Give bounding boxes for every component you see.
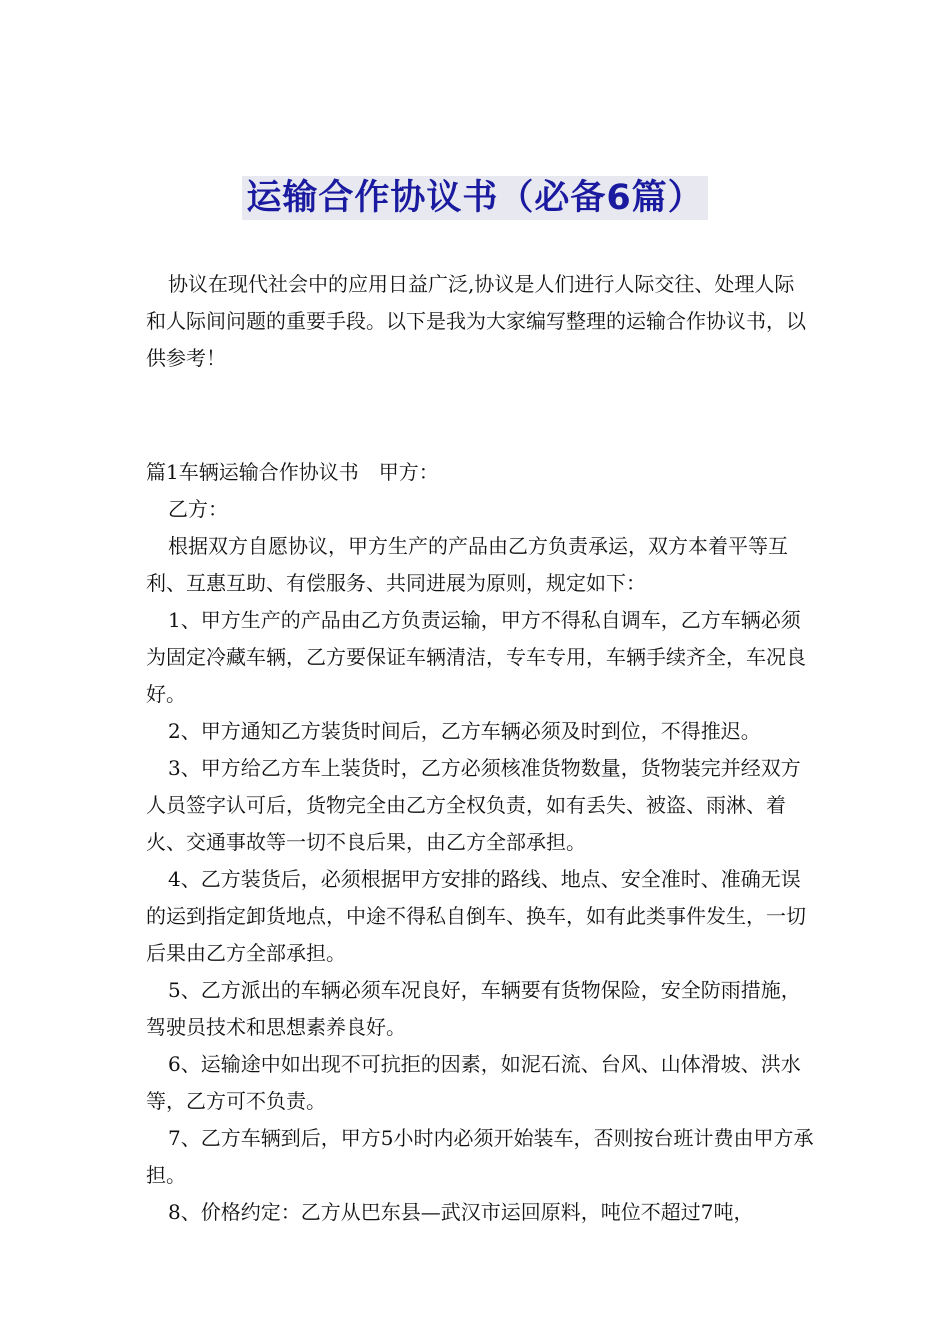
title-container (0, 176, 950, 220)
clause-3: 3、甲方给乙方车上装货时，乙方必须核准货物数量，货物装完并经双方人员签字认可后，货物完全由乙方全权负责，如有丢失、被盗、雨淋、着火、交通事故等一切不良后果，由乙方全部承担。 (146, 756, 801, 854)
document-title: 运输合作协议书（必备6篇） (242, 176, 707, 220)
party-b-line: 乙方： (168, 497, 228, 521)
clause-5: 5、乙方派出的车辆必须车况良好，车辆要有货物保险，安全防雨措施，驾驶员技术和思想素养良好。 (146, 978, 801, 1039)
document-body (146, 266, 814, 1231)
section-heading: 篇1车辆运输合作协议书 甲方： (146, 460, 439, 484)
intro-paragraph: 协议在现代社会中的应用日益广泛,协议是人们进行人际交往、处理人际和人际间问题的重要手段。以下是我为大家编写整理的运输合作协议书，以供参考！ (146, 272, 806, 370)
clause-6: 6、运输途中如出现不可抗拒的因素，如泥石流、台风、山体滑坡、洪水等，乙方可不负责。 (146, 1052, 801, 1113)
preamble-paragraph: 根据双方自愿协议，甲方生产的产品由乙方负责承运，双方本着平等互利、互惠互助、有偿服务、共同进展为原则，规定如下： (146, 534, 788, 595)
clause-1: 1、甲方生产的产品由乙方负责运输，甲方不得私自调车，乙方车辆必须为固定冷藏车辆，乙方要保证车辆清洁，专车专用，车辆手续齐全，车况良好。 (146, 608, 806, 706)
clause-2: 2、甲方通知乙方装货时间后，乙方车辆必须及时到位，不得推迟。 (168, 719, 761, 743)
clause-8: 8、价格约定：乙方从巴东县—武汉市运回原料，吨位不超过7吨， (168, 1200, 754, 1224)
clause-4: 4、乙方装货后，必须根据甲方安排的路线、地点、安全准时、准确无误的运到指定卸货地点，中途不得私自倒车、换车，如有此类事件发生，一切后果由乙方全部承担。 (146, 867, 806, 965)
clause-7: 7、乙方车辆到后，甲方5小时内必须开始装车，否则按台班计费由甲方承担。 (146, 1126, 814, 1187)
